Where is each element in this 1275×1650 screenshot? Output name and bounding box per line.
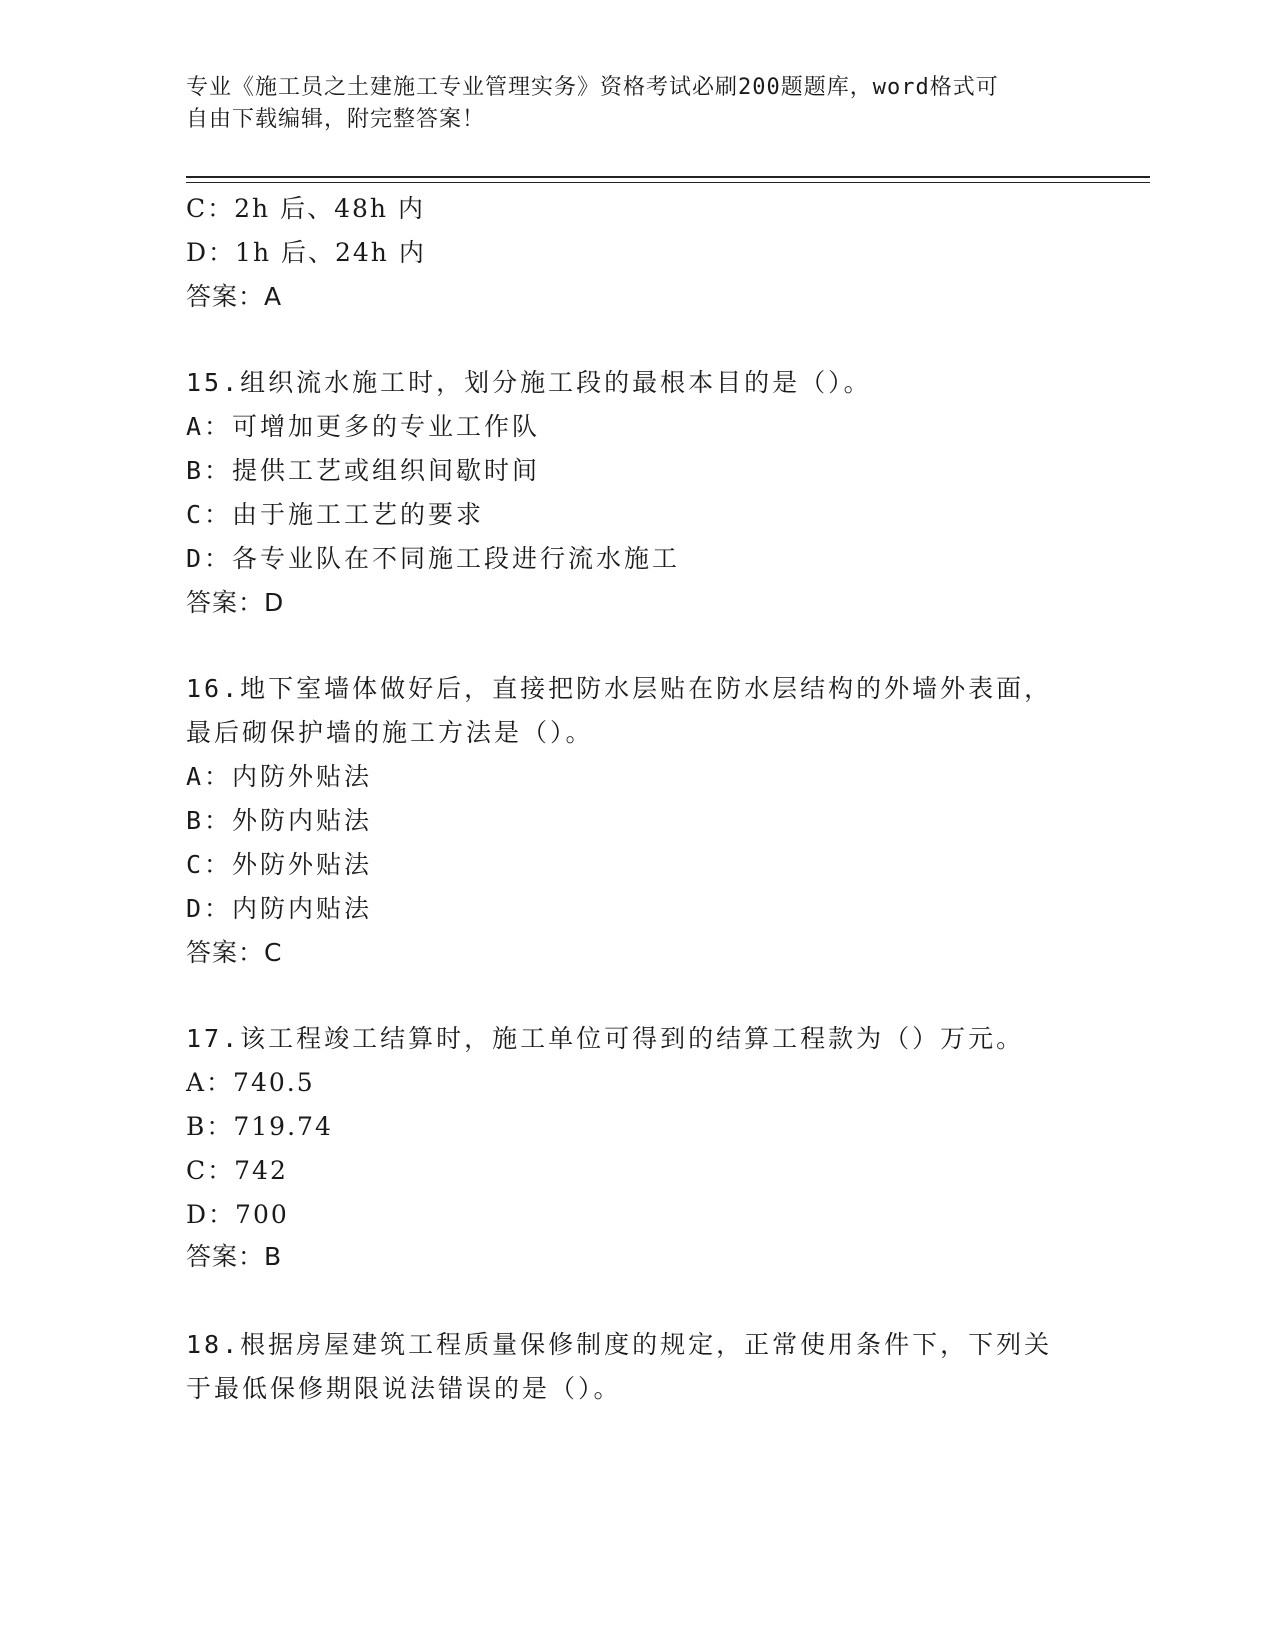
q16-option-b: B：外防内贴法 [186, 806, 373, 835]
q18-question-line-1: 18.根据房屋建筑工程质量保修制度的规定，正常使用条件下，下列关 [186, 1330, 1053, 1359]
q16-answer: 答案：C [186, 938, 283, 967]
q17-option-a: A：740.5 [186, 1068, 315, 1097]
document-header [186, 72, 1086, 136]
q14-option-d: D：1h 后、24h 内 [186, 238, 426, 267]
q17-question: 17.该工程竣工结算时，施工单位可得到的结算工程款为（）万元。 [186, 1024, 1025, 1053]
q14-answer: 答案：A [186, 282, 283, 311]
header-title-line-2: 自由下载编辑，附完整答案！ [186, 107, 486, 132]
q16-option-d: D：内防内贴法 [186, 894, 373, 923]
header-title-line-1: 专业《施工员之土建施工专业管理实务》资格考试必刷200题题库，word格式可 [186, 75, 999, 100]
q15-answer: 答案：D [186, 588, 285, 617]
q17-option-b: B：719.74 [186, 1112, 333, 1141]
q14-option-c: C：2h 后、48h 内 [186, 194, 425, 223]
q17-option-c: C：742 [186, 1156, 288, 1185]
q16-question-line-2: 最后砌保护墙的施工方法是（）。 [186, 718, 594, 747]
q16-option-c: C：外防外贴法 [186, 850, 373, 879]
q17-answer: 答案：B [186, 1242, 283, 1271]
q18-question-line-2: 于最低保修期限说法错误的是（）。 [186, 1374, 622, 1403]
q17-option-d: D：700 [186, 1200, 289, 1229]
q15-option-a: A：可增加更多的专业工作队 [186, 412, 541, 441]
q15-option-d: D：各专业队在不同施工段进行流水施工 [186, 544, 681, 573]
q16-question-line-1: 16.地下室墙体做好后，直接把防水层贴在防水层结构的外墙外表面， [186, 674, 1053, 703]
q16-option-a: A：内防外贴法 [186, 762, 373, 791]
header-divider-thin [186, 182, 1150, 183]
header-divider-thick [186, 176, 1150, 178]
q15-option-c: C：由于施工工艺的要求 [186, 500, 485, 529]
q15-option-b: B：提供工艺或组织间歇时间 [186, 456, 541, 485]
q15-question: 15.组织流水施工时，划分施工段的最根本目的是（）。 [186, 368, 872, 397]
